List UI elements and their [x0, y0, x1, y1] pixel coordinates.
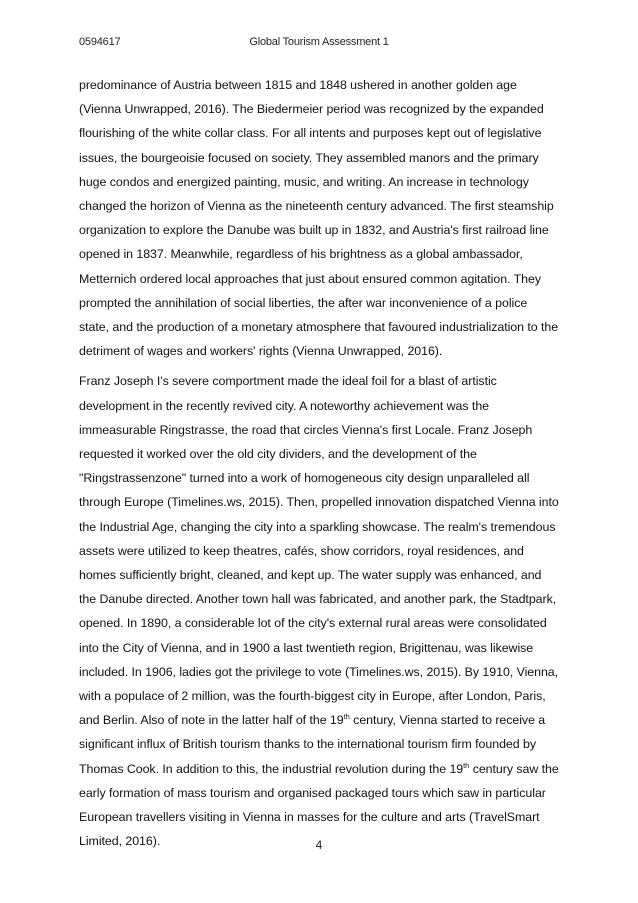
superscript-th-1: th — [343, 712, 350, 722]
paragraph-2 — [79, 369, 559, 853]
page-number: 4 — [315, 838, 323, 852]
document-body — [79, 73, 559, 860]
paragraph-1: predominance of Austria between 1815 and 1848 ushered in another golden age (Vienna Unwrapped, 2016). The Biedermeier period was recognized by the expanded flourishing of the white collar class. For all intents and purposes kept out of legislative issues, the bourgeoisie focused on society. They assembled manors and the primary huge condos and energized painting, music, and writing. An increase in technology changed the horizon of Vienna as the nineteenth century advanced. The first steamship organization to explore the Danube was built up in 1832, and Austria's first railroad line opened in 1837. Meanwhile, regardless of his brightness as a global ambassador, Metternich ordered local approaches that just about ensured common agitation. They prompted the annihilation of social liberties, the after war inconvenience of a police state, and the production of a monetary atmosphere that favoured industrialization to the detriment of wages and workers' rights (Vienna Unwrapped, 2016). — [79, 78, 559, 359]
superscript-th-2: th — [463, 760, 470, 770]
paragraph-2-text-b: century, Vienna started to receive a significant influx of British tourism thanks to the international tourism firm founded by Thomas Cook. In addition to this, the industrial revolution during the 19 — [79, 713, 546, 776]
header-title: Global Tourism Assessment 1 — [249, 36, 389, 48]
header-student-id: 0594617 — [79, 36, 121, 48]
paragraph-2-text-c: century saw the early formation of mass tourism and organised packaged tours which saw in particular European travellers visiting in Vienna in masses for the culture and arts (TravelSmart Limited, 2016). — [79, 761, 559, 849]
paragraph-2-text-a: Franz Joseph I's severe comportment made the ideal foil for a blast of artistic development in the recently revived city. A noteworthy achievement was the immeasurable Ringstrasse, the road that circles Vienna's first Locale. Franz Joseph requested it worked over the old city dividers, and the development of the "Ringstrassenzone" turned into a work of homogeneous city design unparalleled all through Europe (Timelines.ws, 2015). Then, propelled innovation dispatched Vienna into the Industrial Age, changing the city into a sparkling showcase. The realm's tremendous assets were utilized to keep theatres, cafés, show corridors, royal residences, and homes sufficiently bright, cleaned, and kept up. The water supply was enhanced, and the Danube directed. Another town hall was fabricated, and another park, the Stadtpark, opened. In 1890, a considerable lot of the city's external rural areas were consolidated into the City of Vienna, and in 1900 a last twentieth region, Brigittenau, was likewise included. In 1906, ladies got the privilege to vote (Timelines.ws, 2015). By 1910, Vienna, with a populace of 2 million, was the fourth-biggest city in Europe, after London, Paris, and Berlin. Also of note in the latter half of the 19 — [79, 374, 559, 728]
